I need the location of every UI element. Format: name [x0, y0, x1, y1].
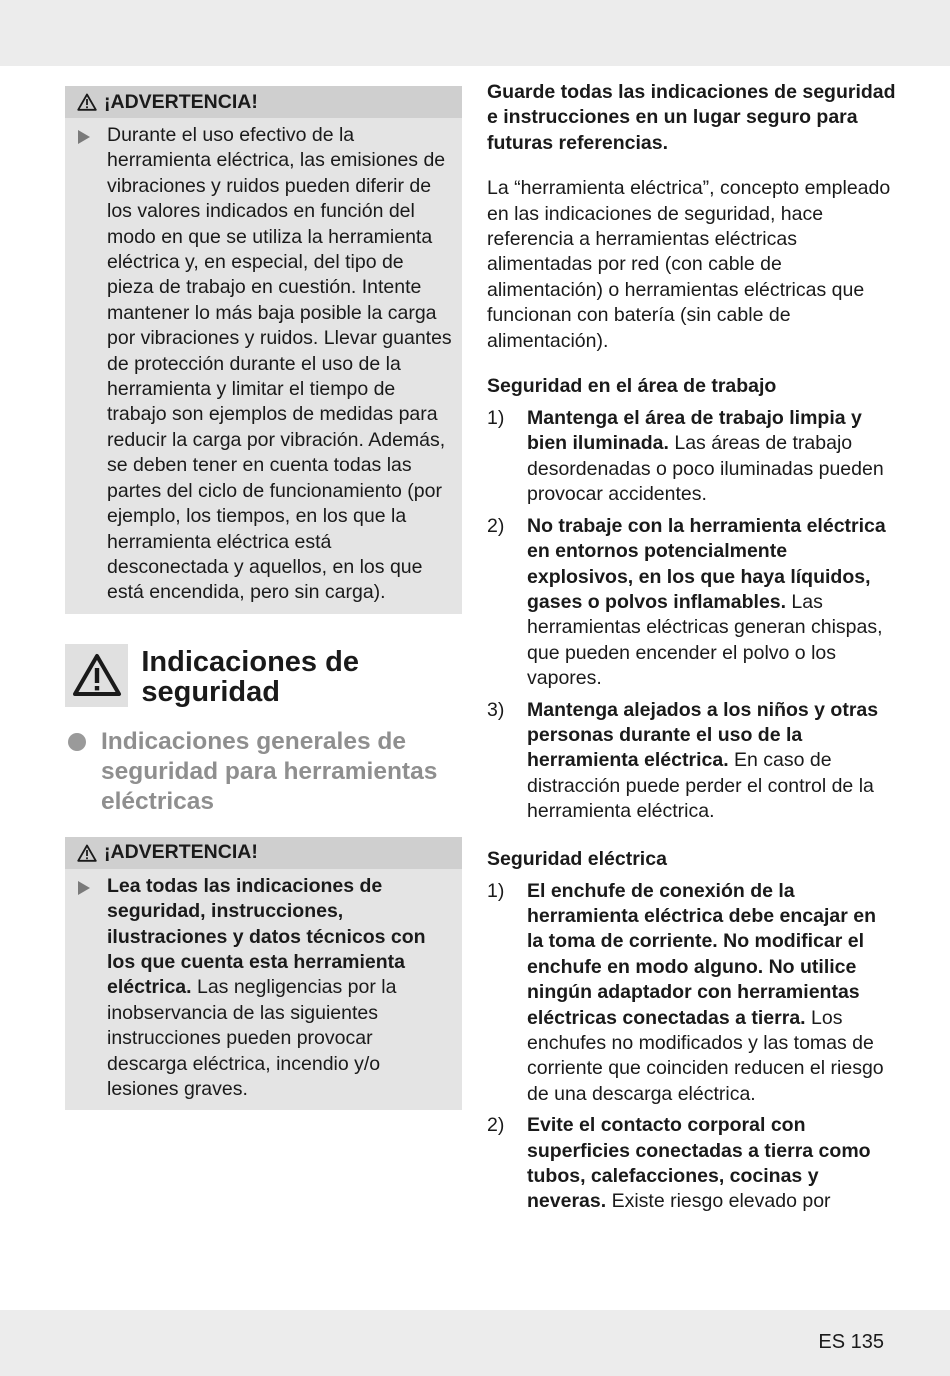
footer-bar [0, 1310, 950, 1376]
item-bold: Evite el contacto corporal con superficies conectadas a tierra como tubos, calefacciones, cocinas y neveras. [527, 1114, 871, 1213]
item-text [527, 698, 897, 825]
item-bold: El enchufe de conexión de la herramienta eléctrica debe encajar en la toma de corriente. No modificar el enchufe en modo alguno. No utilice ningún adaptador con herramientas eléctricas conectadas a tierra. [527, 879, 877, 1029]
play-arrow-icon [77, 874, 107, 1103]
item-number: 1) [487, 879, 505, 902]
warning-box-vibration [65, 86, 462, 614]
warning-header [65, 837, 462, 869]
list-item [487, 1113, 897, 1215]
bullet-dot-icon [68, 733, 86, 751]
item-bold: Mantenga el área de trabajo limpia y bien iluminada. [527, 407, 862, 455]
item-plain: Existe riesgo elevado por [606, 1190, 831, 1213]
intro-bold-paragraph: Guarde todas las indicaciones de seguridad e instrucciones en un lugar seguro para futuras referencias. [487, 81, 896, 154]
warning-box-read [65, 837, 462, 1111]
play-arrow-icon [77, 123, 107, 606]
warning-title: ¡ADVERTENCIA! [104, 841, 258, 864]
right-column [487, 80, 897, 1221]
list-item [487, 879, 897, 1108]
item-text [527, 406, 897, 508]
item-text [527, 879, 897, 1108]
intro-paragraph: La “herramienta eléctrica”, concepto empleado en las indicaciones de seguridad, hace referencia a herramientas eléctricas alimentadas por red (con cable de alimentación) o herramientas eléctricas que funcionan con batería (sin cable de alimentación). [487, 177, 891, 352]
item-plain: Las áreas de trabajo desordenadas o poco iluminadas pueden provocar accidentes. [527, 432, 884, 506]
subsection-title: Indicaciones generales de seguridad para herramientas eléctricas [101, 727, 438, 815]
item-plain: En caso de distracción puede perder el control de la herramienta eléctrica. [527, 749, 874, 823]
item-bold: Mantenga alejados a los niños y otras personas durante el uso de la herramienta eléctrica. [527, 698, 879, 772]
warning-plain-text: Las negligencias por la inobservancia de las siguientes instrucciones pueden provocar descarga eléctrica, incendio y/o lesiones graves. [107, 976, 397, 1100]
warning-triangle-icon [77, 93, 97, 111]
item-number: 1) [487, 407, 505, 430]
subsection-heading [65, 727, 462, 817]
item-number: 2) [487, 514, 505, 537]
item-plain: Los enchufes no modificados y las tomas de corriente que coinciden reducen el riesgo de una descarga eléctrica. [527, 1006, 884, 1105]
header-bar [0, 0, 950, 66]
page-title: Indicaciones de seguridad [141, 645, 359, 708]
item-bold: No trabaje con la herramienta eléctrica en entornos potencialmente explosivos, en los que haya líquidos, gases o polvos inflamables. [527, 514, 886, 613]
list-item [487, 698, 897, 825]
warning-header [65, 86, 462, 118]
warning-title: ¡ADVERTENCIA! [104, 90, 258, 113]
list-item [487, 514, 897, 692]
work-area-heading: Seguridad en el área de trabajo [487, 375, 777, 398]
item-number: 3) [487, 698, 505, 721]
left-column [65, 86, 462, 1110]
list-item [487, 406, 897, 508]
section-heading [65, 644, 462, 707]
item-text [527, 514, 897, 692]
electrical-heading: Seguridad eléctrica [487, 847, 667, 870]
item-text [527, 1113, 897, 1215]
item-number: 2) [487, 1114, 505, 1137]
warning-triangle-icon [77, 844, 97, 862]
warning-text: Durante el uso efectivo de la herramienta eléctrica, las emisiones de vibraciones y ruidos pueden diferir de los valores indicados en función del modo en que se utiliza la herramienta eléctrica y, en especial, del tipo de pieza de trabajo en cuestión. Intente mantener lo más baja posible la carga por vibraciones y ruidos. Llevar guantes de protección durante el uso de la herramienta y limitar el tiempo de trabajo son ejemplos de medidas para reducir la carga por vibración. Además, se deben tener en cuenta todas las partes del ciclo de funcionamiento (por ejemplo, los tiempos, en los que la herramienta eléctrica está desconectada y aquellos, en los que está encendida, pero sin carga). [107, 124, 452, 604]
page-number: ES 135 [818, 1331, 884, 1353]
item-plain: Las herramientas eléctricas generan chispas, que pueden encender el polvo o los vapores. [527, 590, 883, 690]
warning-text [107, 874, 452, 1103]
warning-bold-text: Lea todas las indicaciones de seguridad, instrucciones, ilustraciones y datos técnicos con los que cuenta esta herramienta eléctrica. [107, 874, 426, 999]
warning-triangle-icon [65, 644, 128, 707]
